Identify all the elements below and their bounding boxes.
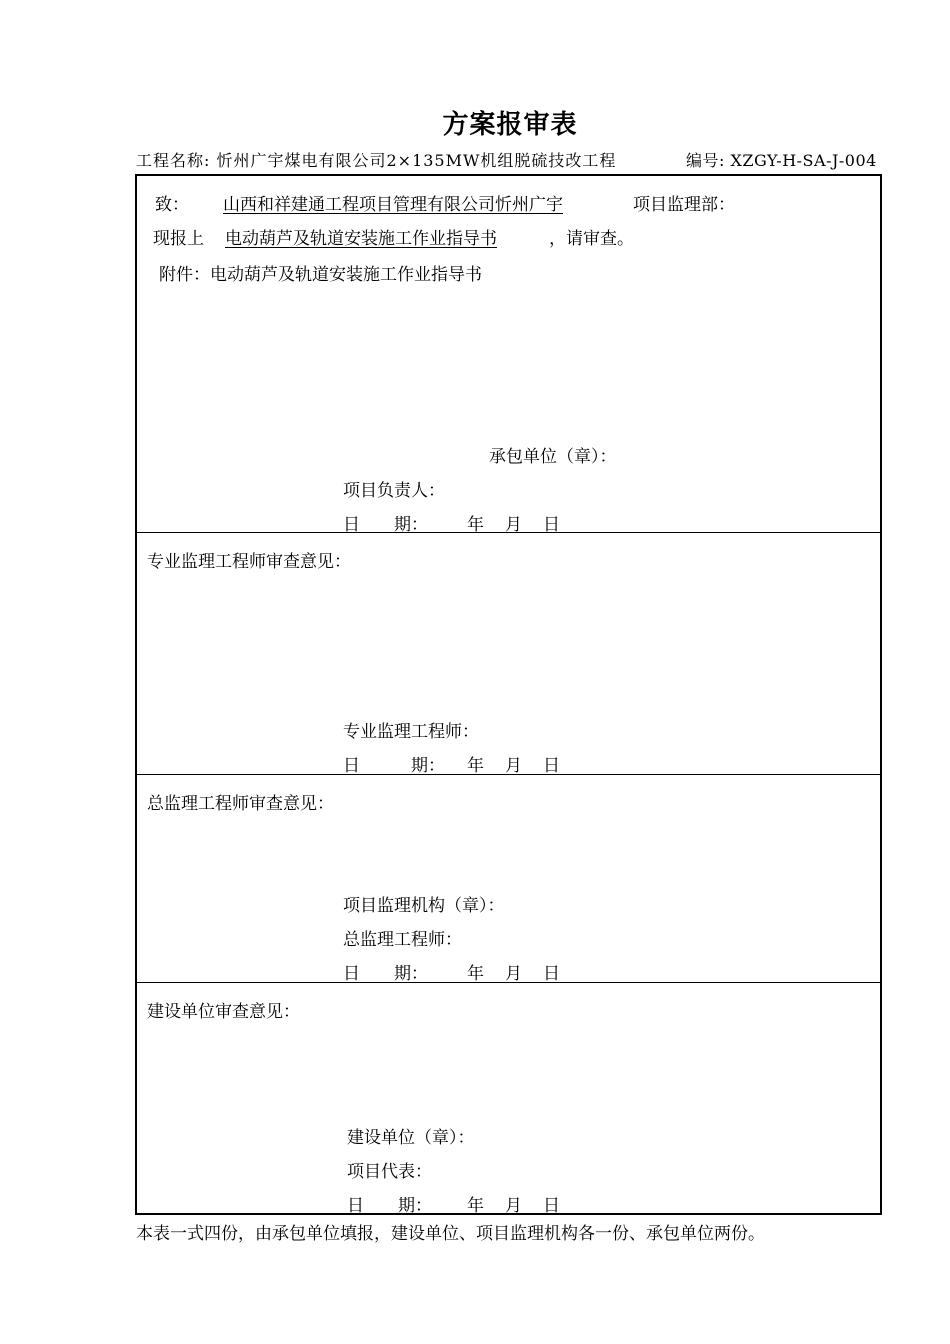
date-month: 月	[505, 756, 522, 776]
date-year: 年	[467, 515, 484, 535]
form-number: 编号: XZGY-H-SA-J-004	[686, 151, 877, 170]
date-label: 日 期：	[343, 756, 445, 776]
to-label: 致：	[155, 195, 189, 215]
attachment-text: 附件：电动葫芦及轨道安装施工作业指导书	[159, 265, 482, 285]
specialist-heading: 专业监理工程师审查意见：	[147, 552, 351, 572]
date-day: 日	[543, 1196, 560, 1216]
project-leader-label: 项目负责人：	[343, 481, 445, 501]
chief-signer-label: 总监理工程师：	[343, 930, 462, 950]
representative-label: 项目代表：	[347, 1162, 432, 1182]
date-label: 日 期：	[343, 515, 428, 535]
specialist-review-section	[137, 532, 880, 774]
owner-seal-label: 建设单位（章）：	[347, 1128, 475, 1148]
date-month: 月	[505, 1196, 522, 1216]
form-title: 方案报审表	[442, 110, 578, 140]
report-prefix: 现报上	[153, 229, 204, 249]
date-month: 月	[505, 964, 522, 984]
date-year: 年	[467, 964, 484, 984]
date-month: 月	[505, 515, 522, 535]
project-info-line	[136, 148, 886, 172]
date-day: 日	[543, 515, 560, 535]
owner-heading: 建设单位审查意见：	[147, 1002, 300, 1022]
report-value: 电动葫芦及轨道安装施工作业指导书	[225, 229, 497, 249]
specialist-signer-label: 专业监理工程师：	[343, 722, 479, 742]
contractor-seal-label: 承包单位（章）：	[489, 447, 617, 467]
chief-review-section	[137, 774, 880, 982]
owner-review-section	[137, 982, 880, 1215]
report-suffix: ，请审查。	[549, 229, 634, 249]
date-label: 日 期：	[343, 964, 428, 984]
footer-note: 本表一式四份，由承包单位填报，建设单位、项目监理机构各一份、承包单位两份。	[136, 1224, 765, 1244]
review-form-table	[135, 174, 882, 1215]
to-suffix: 项目监理部：	[633, 195, 735, 215]
project-name: 工程名称: 忻州广宇煤电有限公司2×135MW机组脱硫技改工程	[136, 151, 617, 170]
date-label: 日 期：	[347, 1196, 432, 1216]
date-year: 年	[467, 1196, 484, 1216]
date-year: 年	[467, 756, 484, 776]
date-day: 日	[543, 964, 560, 984]
date-day: 日	[543, 756, 560, 776]
chief-heading: 总监理工程师审查意见：	[147, 794, 334, 814]
to-value: 山西和祥建通工程项目管理有限公司忻州广宇	[223, 195, 563, 215]
supervision-org-seal-label: 项目监理机构（章）：	[343, 896, 505, 916]
